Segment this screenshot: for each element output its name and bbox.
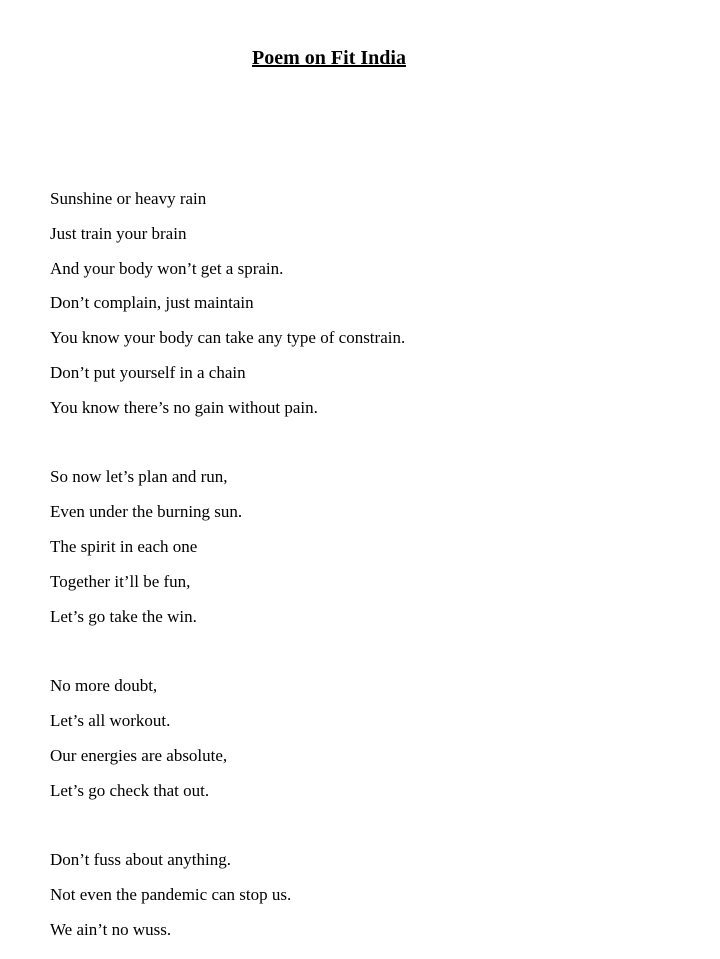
poem-line: Don’t put yourself in a chain bbox=[50, 362, 246, 382]
poem-line: Let’s all workout. bbox=[50, 710, 171, 730]
poem-line: Just train your brain bbox=[50, 223, 187, 243]
poem-line: Not even the pandemic can stop us. bbox=[50, 884, 292, 904]
poem-line: No more doubt, bbox=[50, 676, 158, 696]
stanza-break bbox=[50, 429, 690, 464]
poem-line: Let’s go check that out. bbox=[50, 780, 210, 800]
stanza-1 bbox=[50, 185, 690, 429]
poem-line: You know there’s no gain without pain. bbox=[50, 397, 318, 417]
poem-line: Our energies are absolute, bbox=[50, 745, 228, 765]
poem-line: Don’t complain, just maintain bbox=[50, 293, 254, 313]
poem-line: We ain’t no wuss. bbox=[50, 919, 172, 939]
stanza-break bbox=[50, 811, 690, 846]
poem-line: Together it’ll be fun, bbox=[50, 571, 191, 591]
poem-line: So now let’s plan and run, bbox=[50, 467, 228, 487]
stanza-3 bbox=[50, 672, 690, 811]
poem-line: Even under the burning sun. bbox=[50, 502, 243, 522]
poem-line: Don’t fuss about anything. bbox=[50, 850, 232, 870]
poem-body bbox=[50, 185, 690, 951]
stanza-4 bbox=[50, 846, 690, 950]
poem-line: Let’s go take the win. bbox=[50, 606, 197, 626]
poem-line: Sunshine or heavy rain bbox=[50, 189, 207, 208]
stanza-break bbox=[50, 637, 690, 672]
page-title: Poem on Fit India bbox=[252, 47, 406, 69]
poem-line: And your body won’t get a sprain. bbox=[50, 258, 284, 278]
poem-line: You know your body can take any type of constrain. bbox=[50, 328, 406, 348]
poem-line: The spirit in each one bbox=[50, 536, 198, 556]
stanza-2 bbox=[50, 463, 690, 637]
